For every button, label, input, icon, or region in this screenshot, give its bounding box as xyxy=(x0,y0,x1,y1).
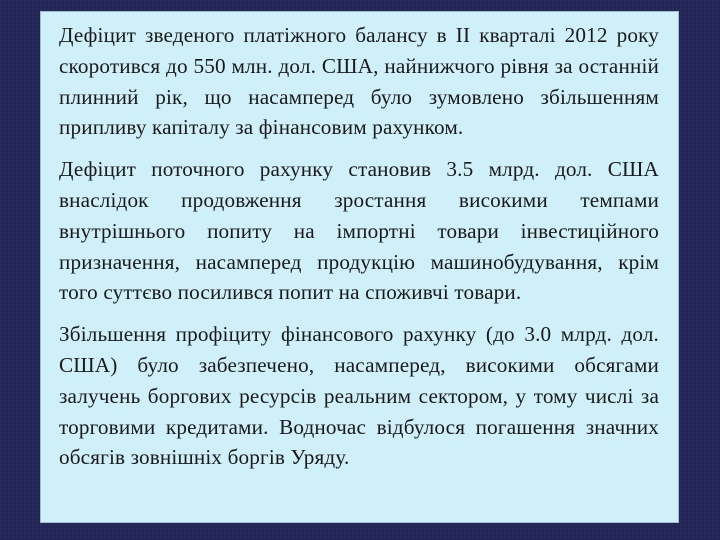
paragraph-balance-deficit: Дефіцит зведеного платіжного балансу в ІІ кварталі 2012 року скоротився до 550 млн. дол. США, найнижчого рівня за останній плинний рік, що насамперед було зумовлено збільшенням припливу капіталу за фінансовим рахунком. xyxy=(59,23,659,140)
paragraph-spacer xyxy=(59,143,659,154)
paragraph-spacer xyxy=(59,308,659,319)
paragraph-financial-account: Збільшення профіциту фінансового рахунку (до 3.0 млрд. дол. США) було забезпечено, насамперед, високими обсягами залучень боргових ресурсів реальним сектором, у тому числі за торговими кредитами. Водночас відбулося погашення значних обсягів зовнішніх боргів Уряду. xyxy=(59,322,659,470)
text-panel xyxy=(40,11,679,523)
panel-content xyxy=(59,20,659,473)
paragraph-current-account: Дефіцит поточного рахунку становив 3.5 млрд. дол. США внаслідок продовження зростання високими темпами внутрішнього попиту на імпортні товари інвестиційного призначення, насамперед продукцію машинобудування, крім того суттєво посилився попит на споживчі товари. xyxy=(59,157,659,305)
